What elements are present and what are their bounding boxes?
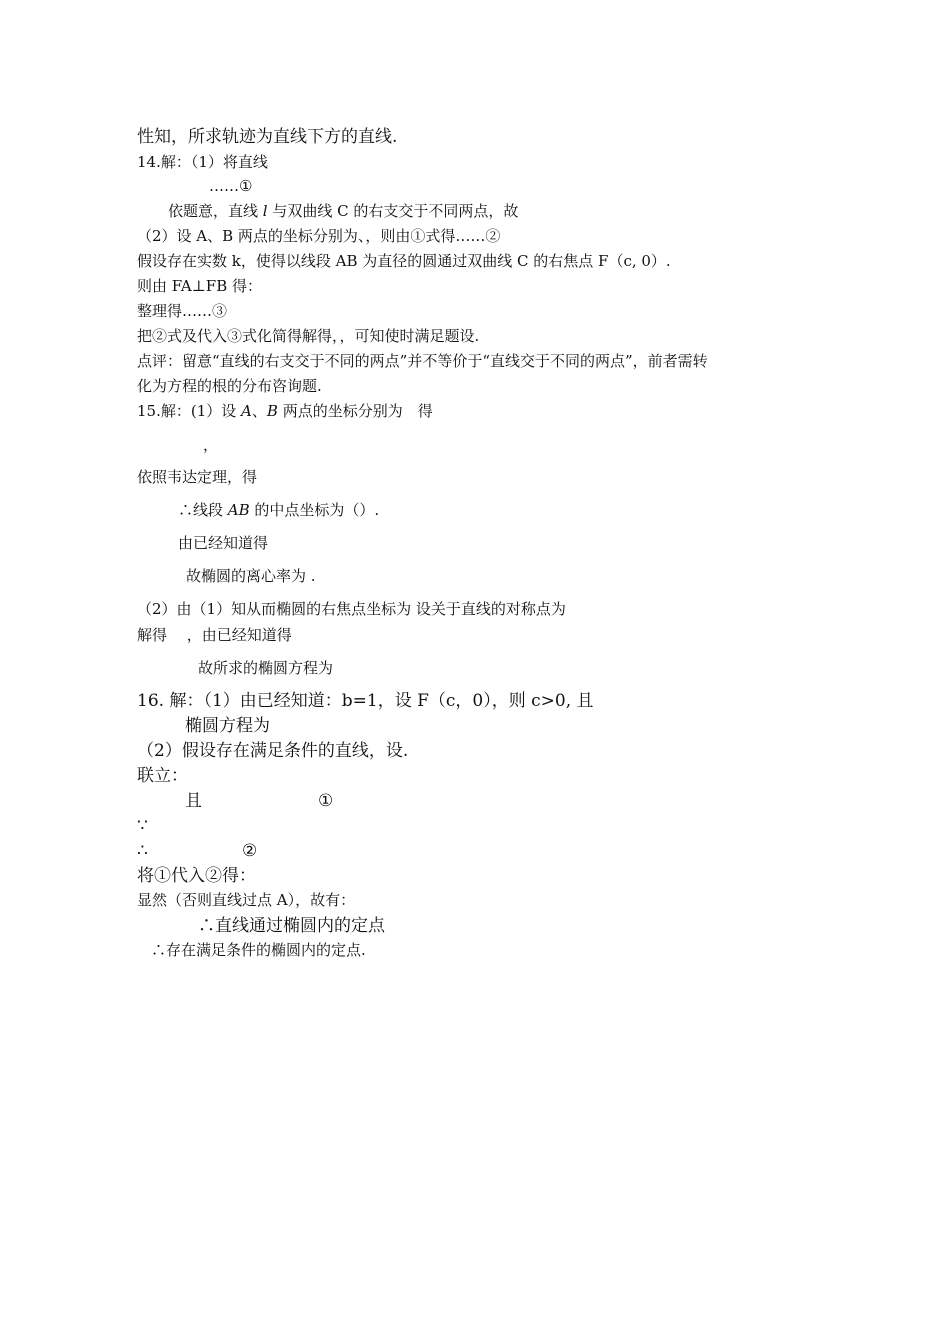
text-line: 由已经知道得 (178, 534, 269, 552)
text-line: 14.解：（1）将直线 (137, 153, 268, 171)
text-line: ， (203, 436, 219, 454)
text-line: 显然（否则直线过点 A），故有： (137, 891, 356, 909)
text-line: 故所求的椭圆方程为 (198, 659, 334, 677)
text-line: ∴直线通过椭圆内的定点 (198, 916, 385, 936)
text-line: 15.解：(1）设 A、B 两点的坐标分别为 得 (137, 402, 433, 420)
text-line: 且 (185, 791, 202, 811)
text-line: 故椭圆的离心率为 . (186, 567, 316, 585)
text-line: 联立： (137, 766, 188, 786)
text-line: 性知，所求轨迹为直线下方的直线. (137, 127, 398, 147)
text-line: ② (242, 841, 258, 861)
text-line: 依题意，直线 l 与双曲线 C 的右支交于不同两点，故 (168, 202, 519, 220)
text-line: 依照韦达定理，得 (137, 468, 258, 486)
text-line: 整理得……③ (137, 302, 228, 320)
text-line: 点评：留意“直线的右支交于不同的两点”并不等价于“直线交于不同的两点”，前者需转 (137, 352, 708, 370)
text-line: ① (318, 791, 334, 811)
text-line: ∴ (137, 841, 148, 861)
text-line: 16. 解：（1）由已经知道：b=1，设 F（c，0），则 c>0, 且 (137, 691, 594, 711)
text-line: （2）由（1）知从而椭圆的右焦点坐标为 设关于直线的对称点为 (137, 600, 566, 618)
text-line: （2）假设存在满足条件的直线，设. (137, 741, 409, 761)
text-line: 椭圆方程为 (185, 716, 270, 736)
text-line: 则由 FA⊥FB 得： (137, 277, 263, 295)
text-line: ……① (209, 177, 253, 195)
text-line: （2）设 A、B 两点的坐标分别为、，则由①式得……② (137, 227, 501, 245)
text-line: ∴存在满足条件的椭圆内的定点. (151, 941, 366, 959)
text-line: 将①代入②得： (137, 866, 256, 886)
text-line: 假设存在实数 k，使得以线段 AB 为直径的圆通过双曲线 C 的右焦点 F（c, 0）. (137, 252, 671, 270)
text-line: 解得 ，由已经知道得 (137, 626, 292, 644)
text-line: ∴线段 AB 的中点坐标为（）. (178, 501, 380, 519)
text-line: 化为方程的根的分布咨询题. (137, 377, 322, 395)
text-line: ∵ (137, 816, 148, 836)
text-line: 把②式及代入③式化简得解得，，可知使时满足题设. (137, 327, 480, 345)
